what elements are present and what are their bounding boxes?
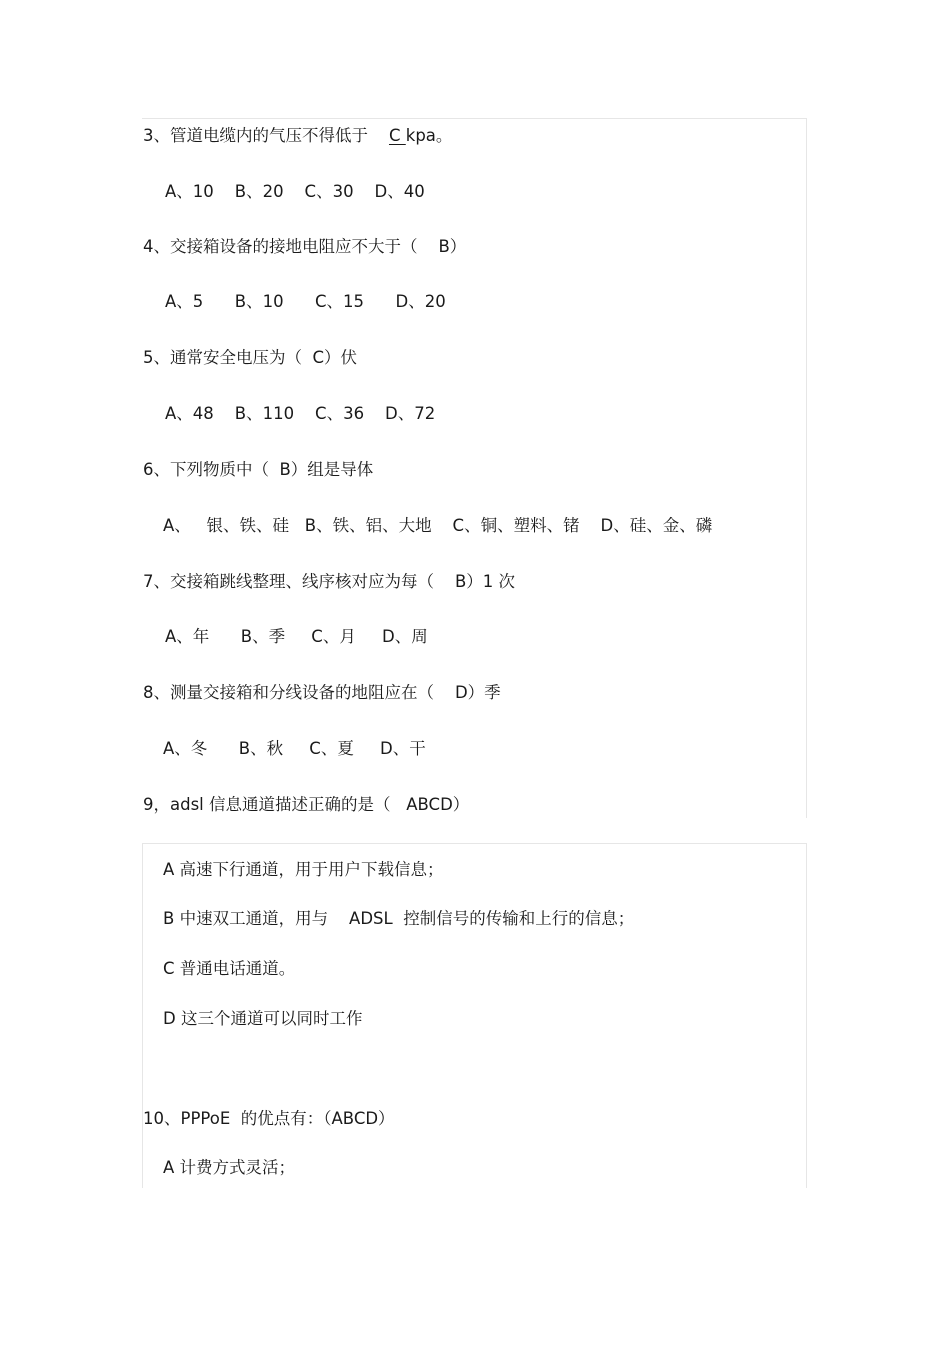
question-6: 6、下列物质中（ B）组是导体 bbox=[143, 460, 374, 479]
question-4-options: A、5 B、10 C、15 D、20 bbox=[165, 292, 446, 311]
question-8: 8、测量交接箱和分线设备的地阻应在（ D）季 bbox=[143, 683, 501, 702]
question-7: 7、交接箱跳线整理、线序核对应为每（ B）1 次 bbox=[143, 572, 516, 591]
question-10-option-a: A 计费方式灵活； bbox=[163, 1158, 296, 1177]
question-7-options: A、年 B、季 C、月 D、周 bbox=[165, 627, 428, 646]
question-5: 5、通常安全电压为（ C）伏 bbox=[143, 348, 358, 367]
question-5-options: A、48 B、110 C、36 D、72 bbox=[165, 404, 436, 423]
question-3-answer: C bbox=[388, 126, 406, 145]
question-3 bbox=[143, 126, 452, 146]
question-4: 4、交接箱设备的接地电阻应不大于（ B） bbox=[143, 237, 467, 256]
question-3-prefix: 3、管道电缆内的气压不得低于 bbox=[143, 126, 389, 145]
question-9-option-b: B 中速双工通道，用与 ADSL 控制信号的传输和上行的信息； bbox=[163, 909, 635, 928]
question-6-options: A、 银、铁、硅 B、铁、铝、大地 C、铜、塑料、锗 D、硅、金、磷 bbox=[163, 516, 713, 535]
question-3-suffix: kpa。 bbox=[405, 126, 453, 145]
question-8-options: A、冬 B、秋 C、夏 D、干 bbox=[163, 739, 426, 758]
question-9-option-d: D 这三个通道可以同时工作 bbox=[163, 1009, 363, 1028]
question-10: 10、PPPoE 的优点有：（ABCD） bbox=[143, 1109, 395, 1128]
question-9-option-c: C 普通电话通道。 bbox=[163, 959, 296, 978]
question-3-options: A、10 B、20 C、30 D、40 bbox=[165, 182, 425, 201]
question-9: 9，adsl 信息通道描述正确的是（ ABCD） bbox=[143, 795, 470, 814]
question-9-option-a: A 高速下行通道，用于用户下载信息； bbox=[163, 860, 444, 879]
